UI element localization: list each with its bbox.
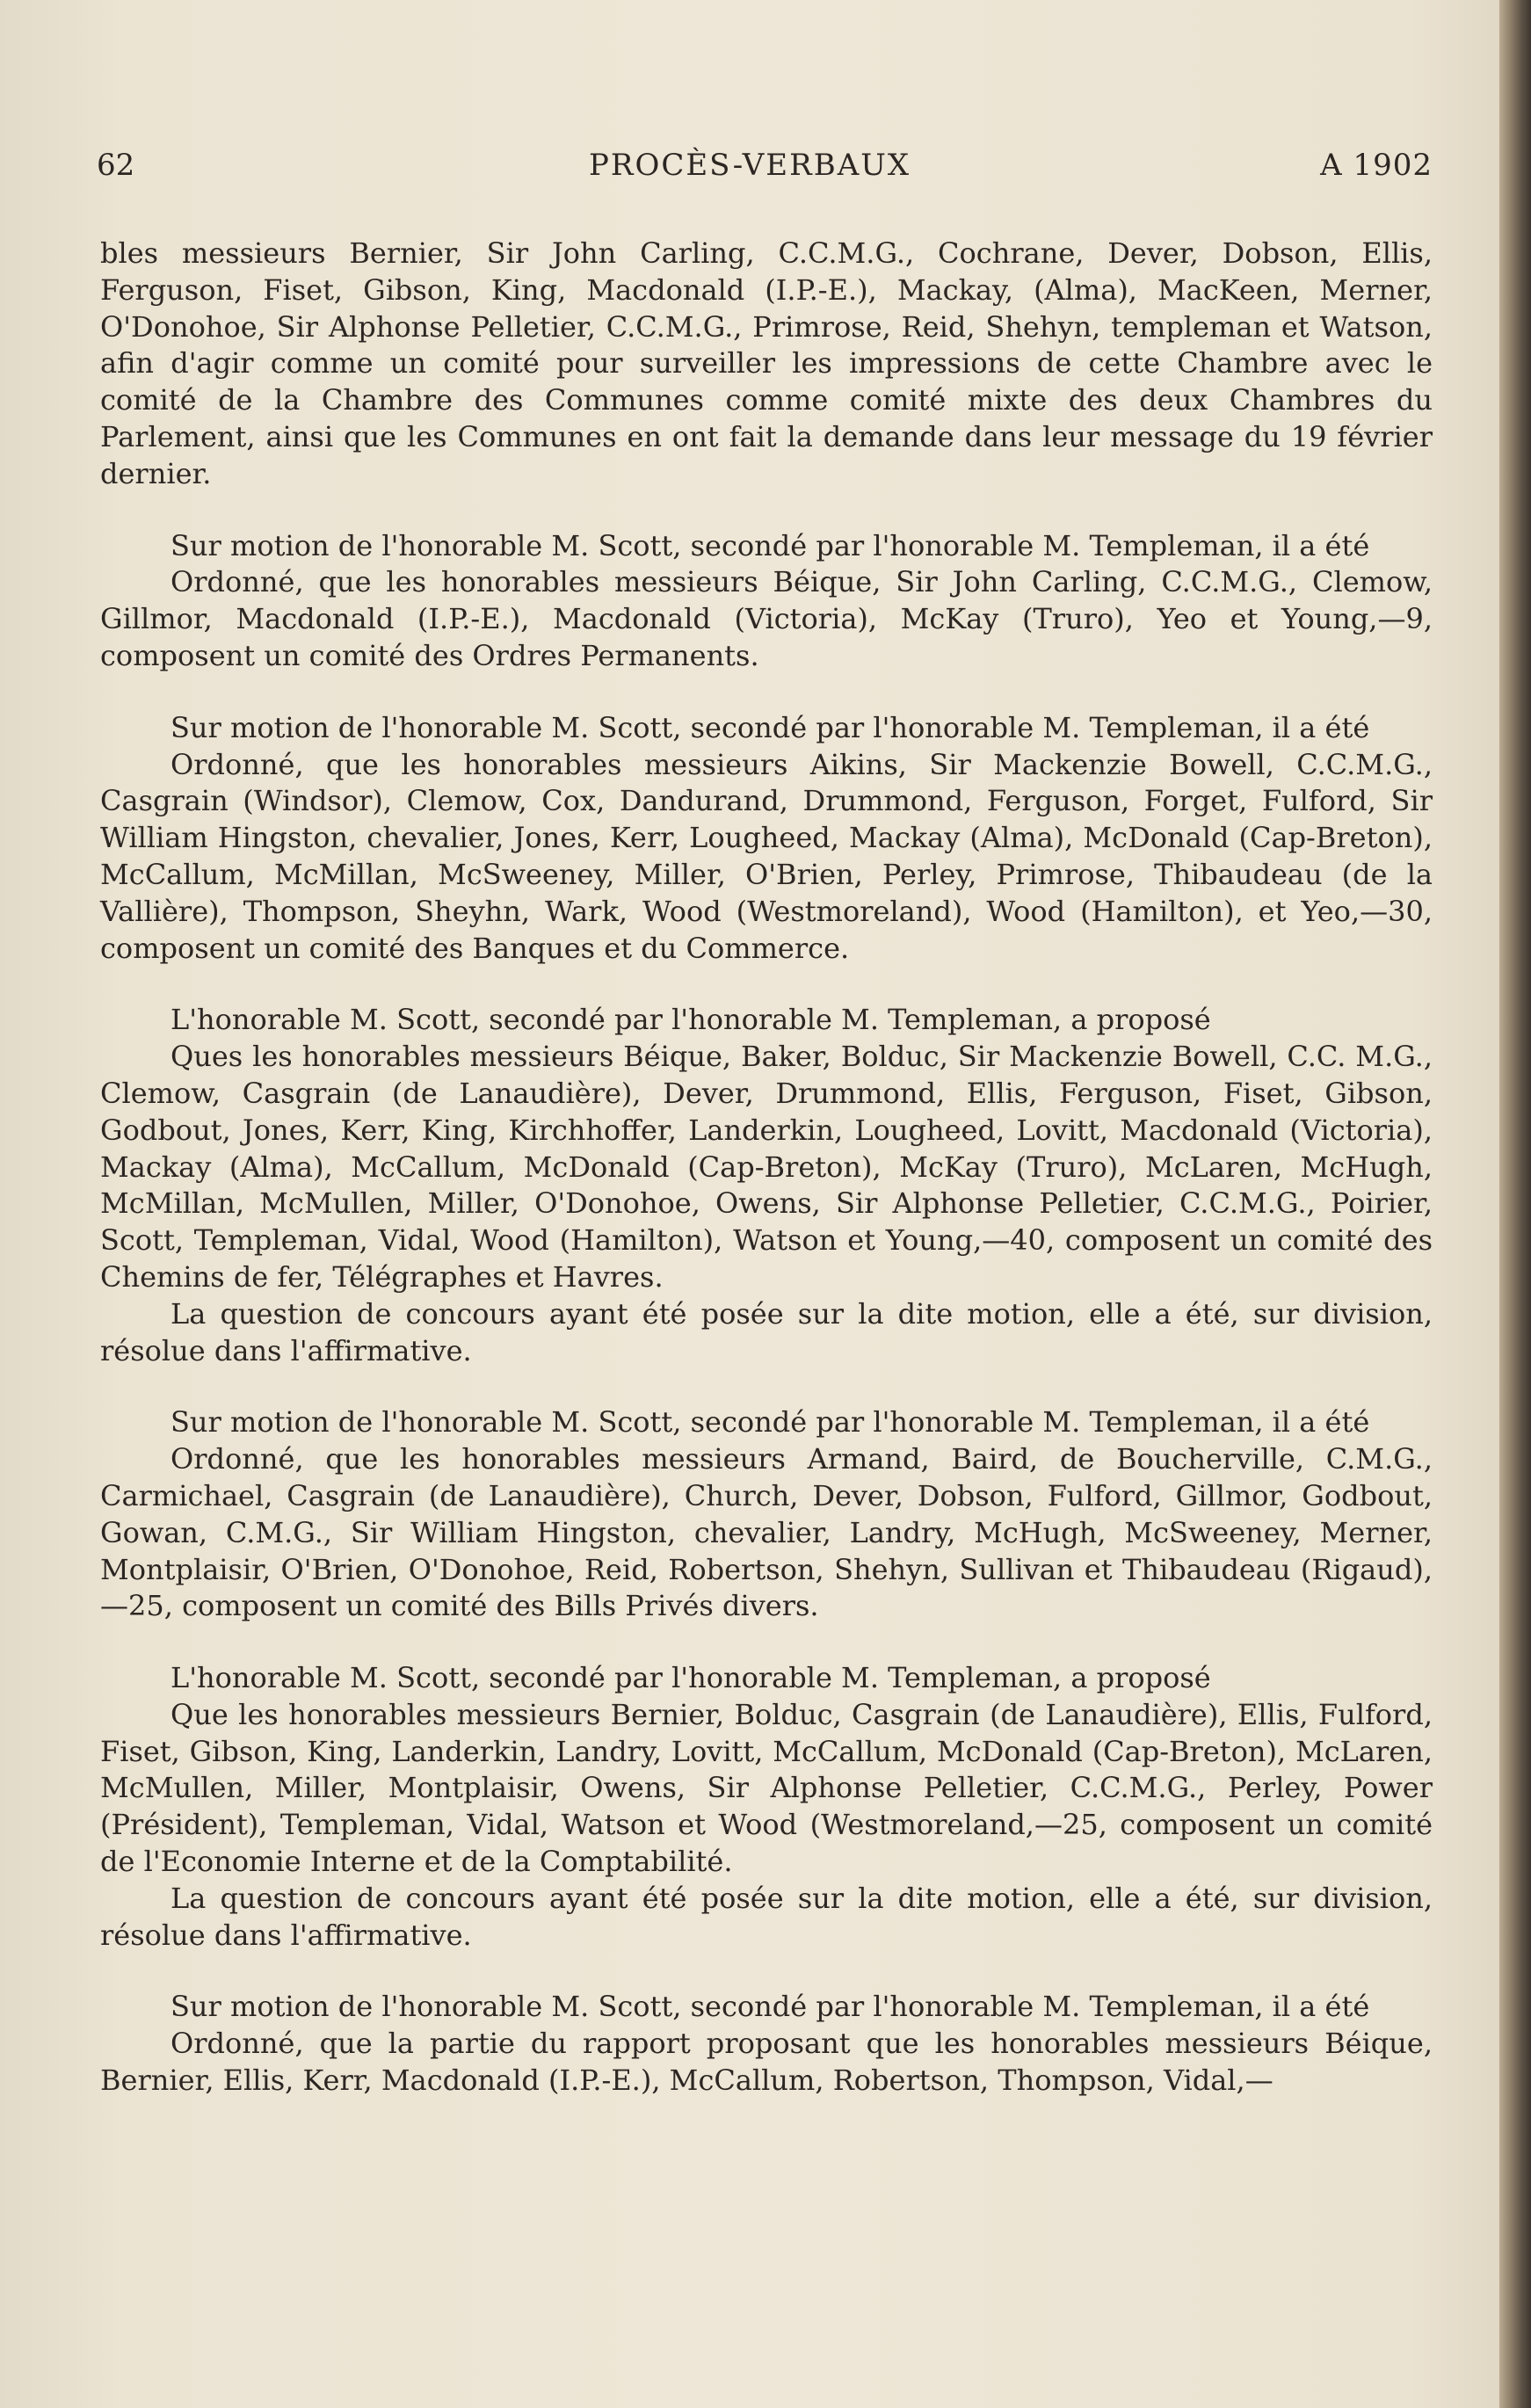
- page-header: [97, 148, 1433, 192]
- order-paragraph: Ordonné, que les honorables messieurs Béique, Sir John Carling, C.C.M.G., Clemow, Gillmor, Macdonald (I.P.-E.), Macdonald (Victoria), McKay (Truro), Yeo et Young,—9, composent un comité des Ordres Permanents.: [100, 565, 1433, 672]
- session-year: A 1902: [1320, 148, 1433, 183]
- page-body: [100, 236, 1433, 2100]
- motion-paragraph: Sur motion de l'honorable M. Scott, secondé par l'honorable M. Templeman, il a été: [171, 1405, 1370, 1440]
- book-spine-edge: [1499, 0, 1531, 2408]
- order-paragraph: Ordonné, que les honorables messieurs Armand, Baird, de Boucherville, C.M.G., Carmichael, Casgrain (de Lanaudière), Church, Dever, Dobson, Fulford, Gillmor, Godbout, Gowan, C.M.G., Sir William Hingston, chevalier, Landry, McHugh, McSweeney, Merner, Montplaisir, O'Brien, O'Donohoe, Reid, Robertson, Shehyn, Sullivan et Thibaudeau (Rigaud),—25, composent un comité des Bills Privés divers.: [100, 1442, 1433, 1623]
- order-paragraph: Ordonné, que la partie du rapport proposant que les honorables messieurs Béique, Bernier, Ellis, Kerr, Macdonald (I.P.-E.), McCallum, Robertson, Thompson, Vidal,—: [100, 2027, 1433, 2098]
- resolution-paragraph: La question de concours ayant été posée sur la dite motion, elle a été, sur division, résolue dans l'affirmative.: [100, 1881, 1433, 1952]
- motion-paragraph: Sur motion de l'honorable M. Scott, secondé par l'honorable M. Templeman, il a été: [171, 710, 1370, 744]
- motion-paragraph: Sur motion de l'honorable M. Scott, secondé par l'honorable M. Templeman, il a été: [171, 1990, 1370, 2024]
- paragraph-continuation: bles messieurs Bernier, Sir John Carling, C.C.M.G., Cochrane, Dever, Dobson, Ellis, Ferguson, Fiset, Gibson, King, Macdonald (I.P.-E.), Mackay, (Alma), MacKeen, Merner, O'Donohoe, Sir Alphonse Pelletier, C.C.M.G., Primrose, Reid, Shehyn, templeman et Watson, afin d'agir comme un comité pour surveiller les impressions de cette Chambre avec le comité de la Chambre des Communes comme comité mixte des deux Chambres du Parlement, ainsi que les Communes en ont fait la demande dans leur message du 19 février dernier.: [100, 236, 1433, 490]
- proposal-paragraph: L'honorable M. Scott, secondé par l'honorable M. Templeman, a proposé: [171, 1003, 1211, 1037]
- motion-paragraph: Sur motion de l'honorable M. Scott, secondé par l'honorable M. Templeman, il a été: [171, 528, 1370, 562]
- order-paragraph: Que les honorables messieurs Bernier, Bolduc, Casgrain (de Lanaudière), Ellis, Fulford, Fiset, Gibson, King, Landerkin, Landry, Lovitt, McCallum, McDonald (Cap-Breton), McLaren, McMullen, Miller, Montplaisir, Owens, Sir Alphonse Pelletier, C.C.M.G., Perley, Power (Président), Templeman, Vidal, Watson et Wood (Westmoreland,—25, composent un comité de l'Economie Interne et de la Comptabilité.: [100, 1697, 1433, 1879]
- order-paragraph: Ques les honorables messieurs Béique, Baker, Bolduc, Sir Mackenzie Bowell, C.C. M.G., Clemow, Casgrain (de Lanaudière), Dever, Drummond, Ellis, Ferguson, Fiset, Gibson, Godbout, Jones, Kerr, King, Kirchhoffer, Landerkin, Lougheed, Lovitt, Macdonald (Victoria), Mackay (Alma), McCallum, McDonald (Cap-Breton), McKay (Truro), McLaren, McHugh, McMillan, McMullen, Miller, O'Donohoe, Owens, Sir Alphonse Pelletier, C.C.M.G., Poirier, Scott, Templeman, Vidal, Wood (Hamilton), Watson et Young,—40, composent un comité des Chemins de fer, Télégraphes et Havres.: [100, 1040, 1433, 1294]
- page-number: 62: [97, 148, 135, 183]
- resolution-paragraph: La question de concours ayant été posée sur la dite motion, elle a été, sur division, résolue dans l'affirmative.: [100, 1296, 1433, 1367]
- order-paragraph: Ordonné, que les honorables messieurs Aikins, Sir Mackenzie Bowell, C.C.M.G., Casgrain (Windsor), Clemow, Cox, Dandurand, Drummond, Ferguson, Forget, Fulford, Sir William Hingston, chevalier, Jones, Kerr, Lougheed, Mackay (Alma), McDonald (Cap-Breton), McCallum, McMillan, McSweeney, Miller, O'Brien, Perley, Primrose, Thibaudeau (de la Vallière), Thompson, Sheyhn, Wark, Wood (Westmoreland), Wood (Hamilton), et Yeo,—30, composent un comité des Banques et du Commerce.: [100, 747, 1433, 965]
- running-title: PROCÈS-VERBAUX: [589, 148, 911, 183]
- proposal-paragraph: L'honorable M. Scott, secondé par l'honorable M. Templeman, a proposé: [171, 1661, 1211, 1695]
